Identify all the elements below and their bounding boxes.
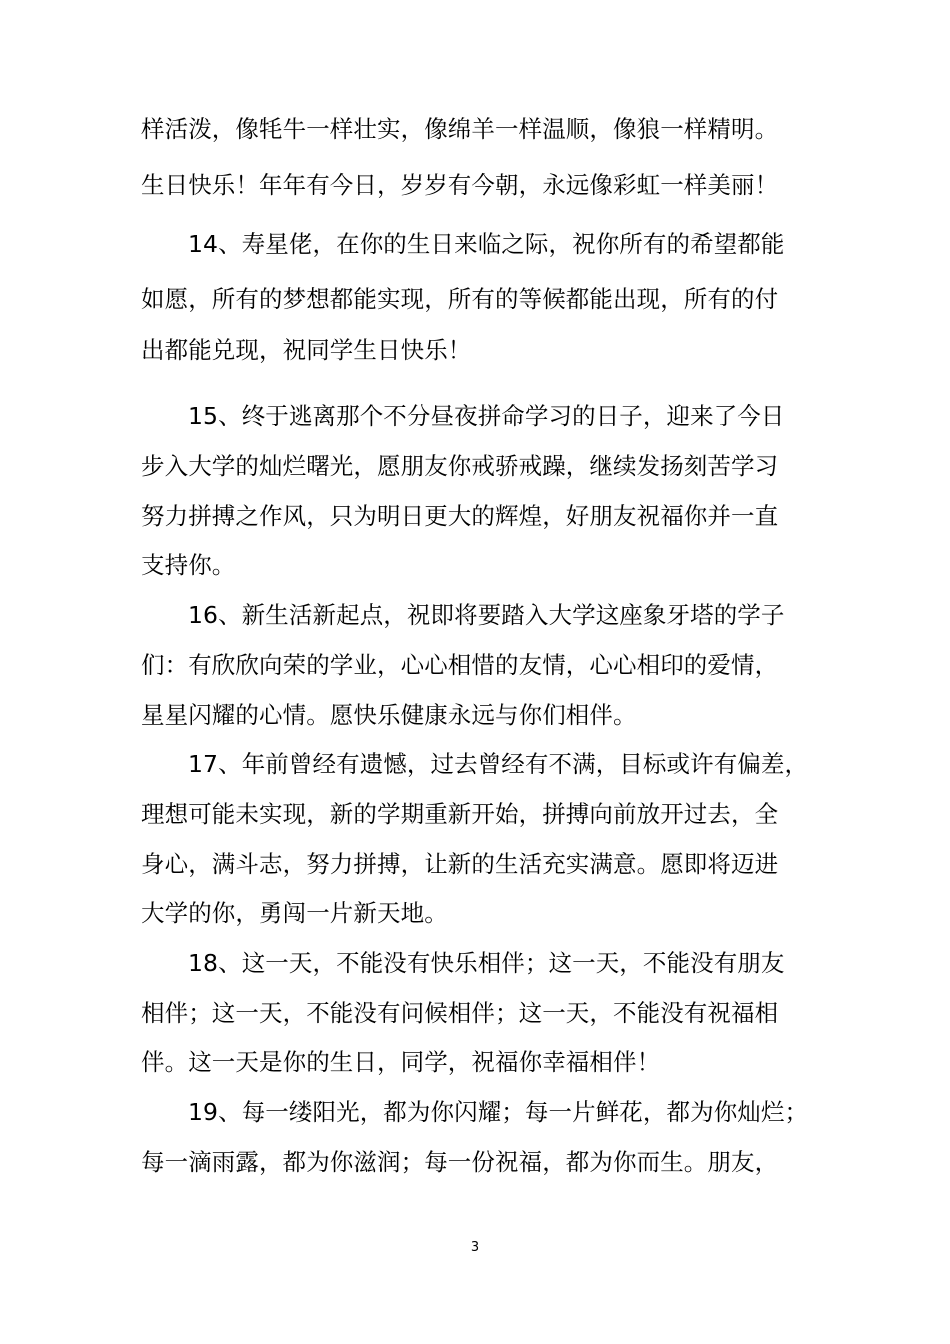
paragraph-14-start: 14、寿星佬，在你的生日来临之际，祝你所有的希望都能 xyxy=(188,230,785,258)
text-line: 星星闪耀的心情。愿快乐健康永远与你们相伴。 xyxy=(141,701,637,729)
text-line: 理想可能未实现，新的学期重新开始，拼搏向前放开过去，全 xyxy=(141,800,779,828)
text-line: 伴。这一天是你的生日，同学，祝福你幸福相伴！ xyxy=(141,1048,661,1076)
paragraph-18-start: 18、这一天，不能没有快乐相伴；这一天，不能没有朋友 xyxy=(188,949,785,977)
paragraph-16-start: 16、新生活新起点，祝即将要踏入大学这座象牙塔的学子 xyxy=(188,601,785,629)
text-line: 出都能兑现，祝同学生日快乐！ xyxy=(141,336,472,364)
text-line: 相伴；这一天，不能没有问候相伴；这一天，不能没有祝福相 xyxy=(141,999,779,1027)
text-line: 身心，满斗志，努力拼搏，让新的生活充实满意。愿即将迈进 xyxy=(141,850,779,878)
text-line: 步入大学的灿烂曙光，愿朋友你戒骄戒躁，继续发扬刻苦学习 xyxy=(141,452,779,480)
paragraph-15-start: 15、终于逃离那个不分昼夜拼命学习的日子，迎来了今日 xyxy=(188,402,785,430)
text-line: 样活泼，像牦牛一样壮实，像绵羊一样温顺，像狼一样精明。 xyxy=(141,115,779,143)
text-line: 努力拼搏之作风，只为明日更大的辉煌，好朋友祝福你并一直 xyxy=(141,502,779,530)
text-line: 们：有欣欣向荣的学业，心心相惜的友情，心心相印的爱情， xyxy=(141,651,779,679)
text-line: 大学的你，勇闯一片新天地。 xyxy=(141,899,448,927)
page-number: 3 xyxy=(470,1240,480,1255)
paragraph-19-start: 19、每一缕阳光，都为你闪耀；每一片鲜花，都为你灿烂； xyxy=(188,1098,809,1126)
paragraph-17-start: 17、年前曾经有遗憾，过去曾经有不满，目标或许有偏差， xyxy=(188,750,809,778)
text-line: 如愿，所有的梦想都能实现，所有的等候都能出现，所有的付 xyxy=(141,285,779,313)
text-line: 支持你。 xyxy=(141,551,236,579)
text-line: 每一滴雨露，都为你滋润；每一份祝福，都为你而生。朋友， xyxy=(141,1148,779,1176)
text-line: 生日快乐！年年有今日，岁岁有今朝，永远像彩虹一样美丽！ xyxy=(141,171,779,199)
